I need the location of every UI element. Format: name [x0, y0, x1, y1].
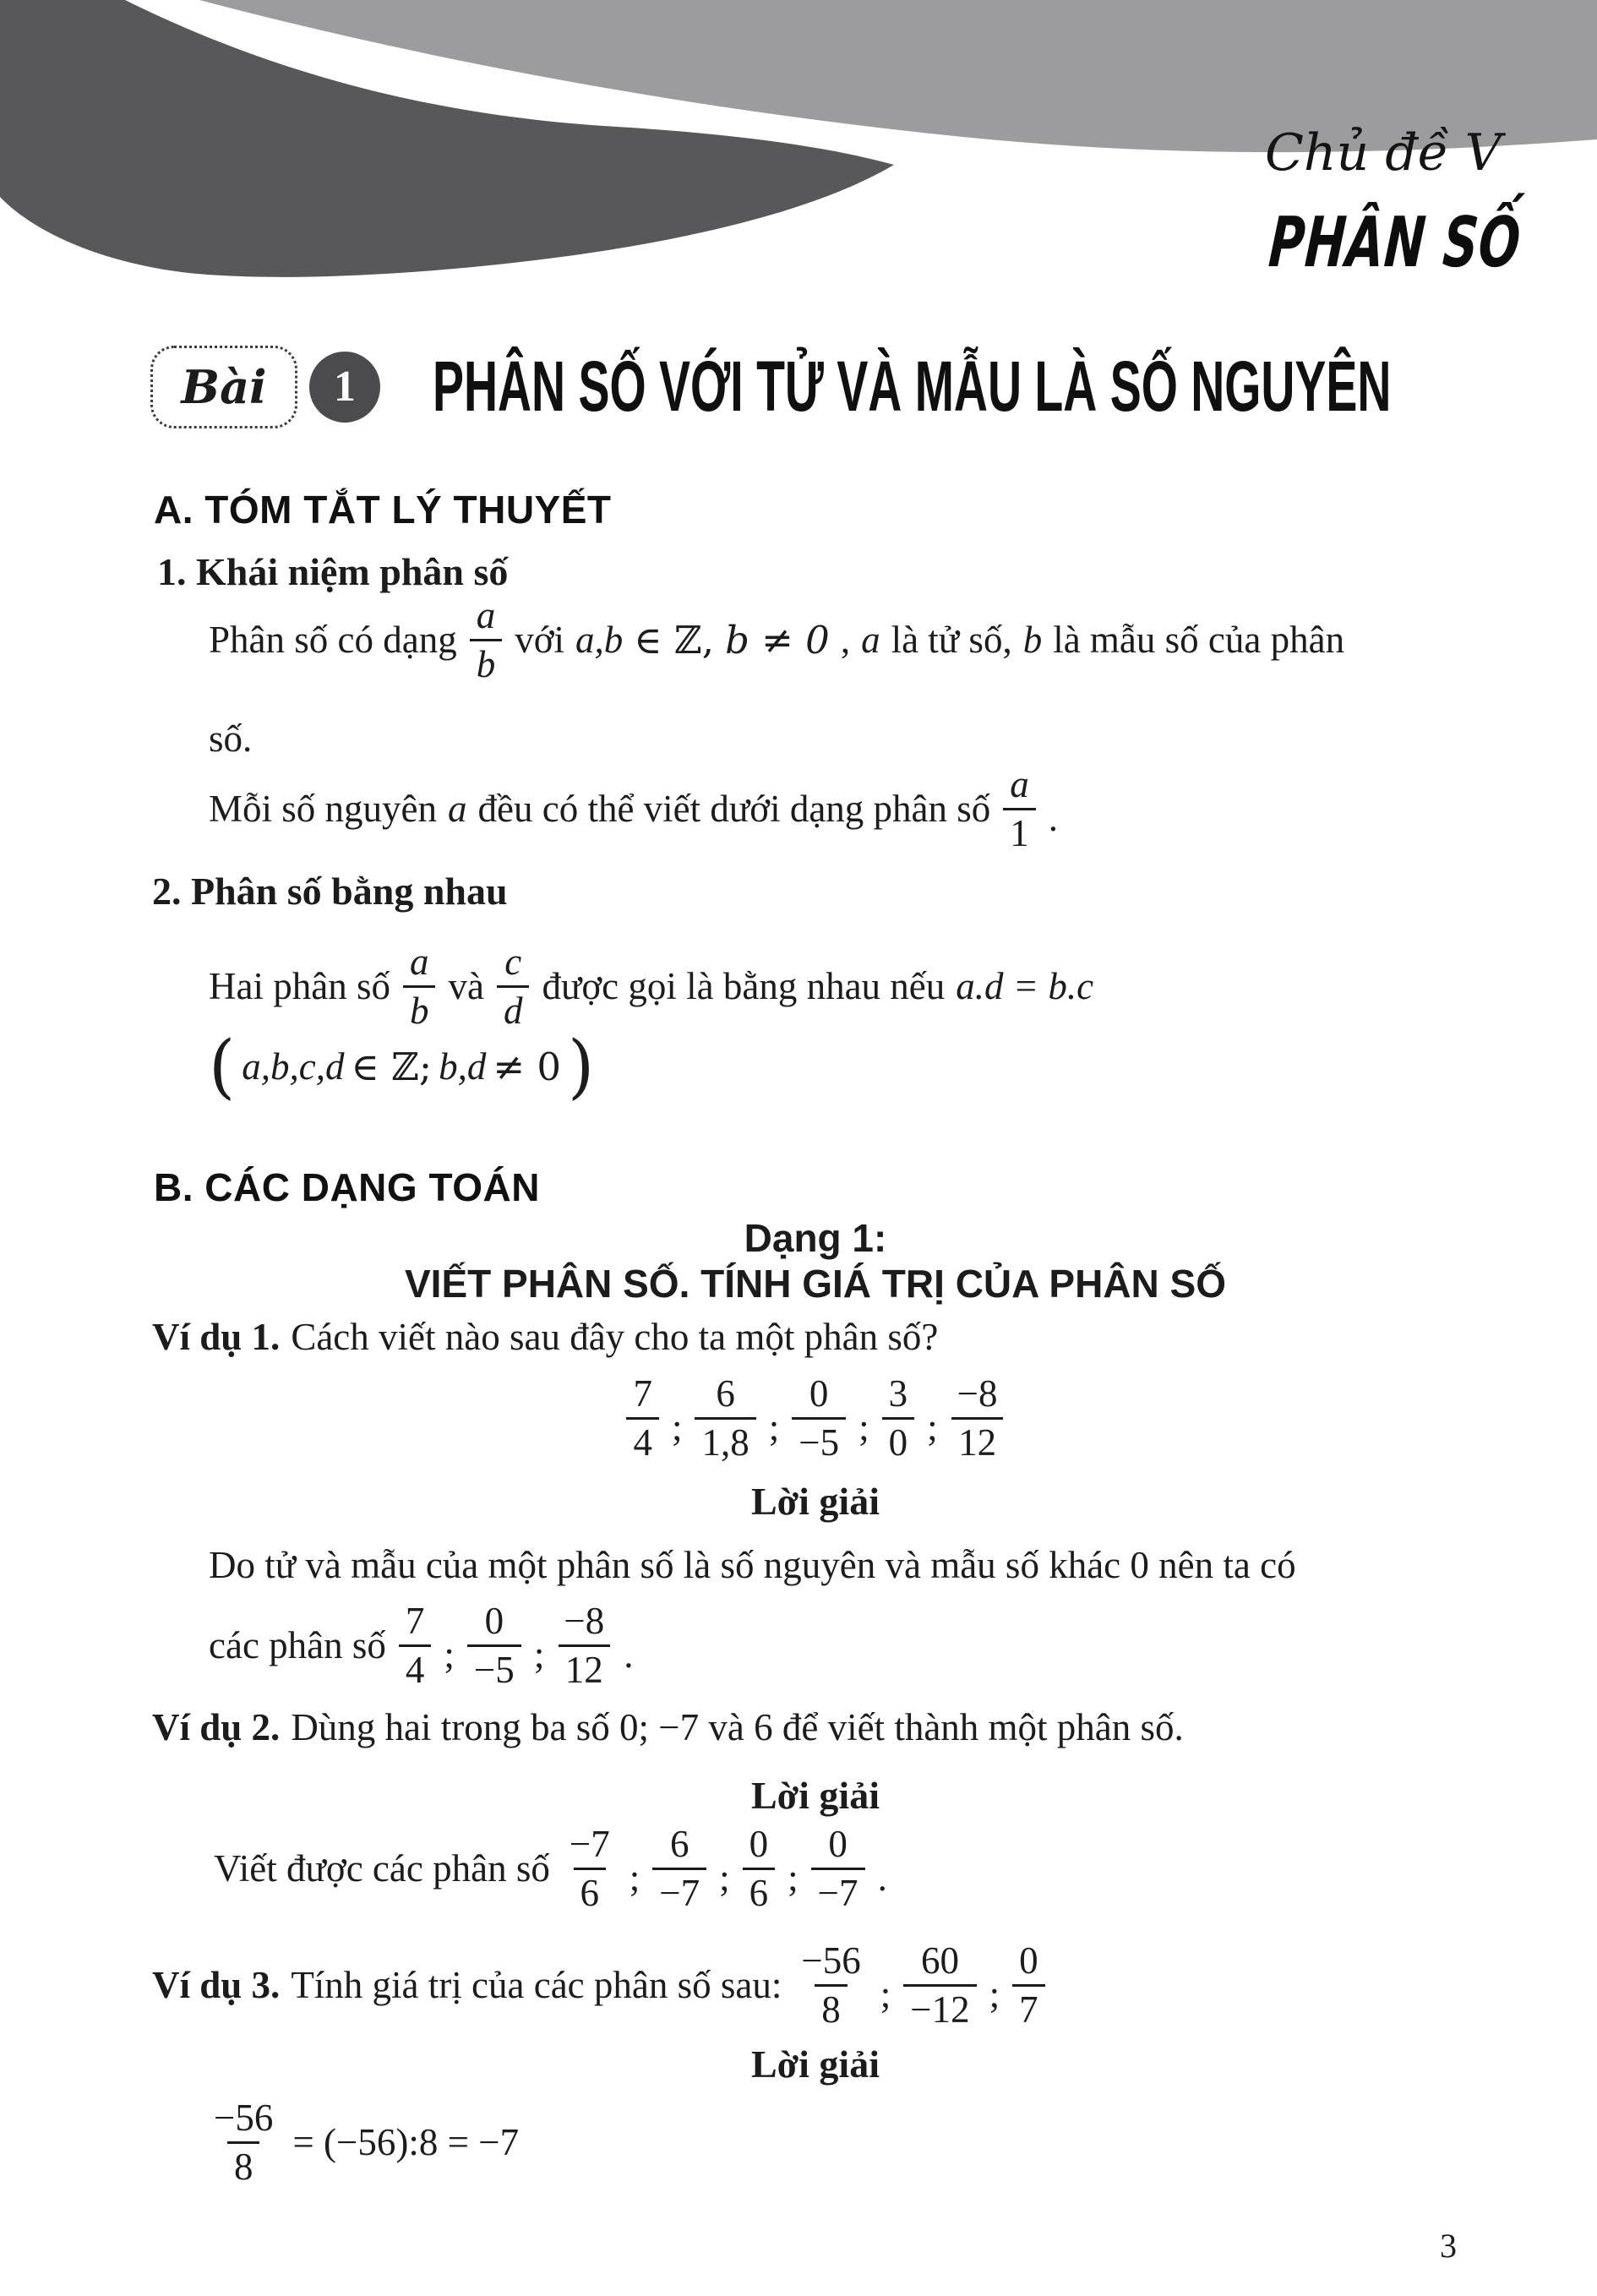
fraction-denominator: 6: [743, 1868, 776, 1914]
solution-label: Lời giải: [751, 2042, 880, 2086]
math-text: a: [861, 619, 880, 661]
fraction: [563, 1824, 617, 1913]
fraction: [794, 1940, 867, 2030]
example-label: Ví dụ 2.: [152, 1706, 281, 1748]
lesson-title: [433, 342, 1597, 431]
fraction-denominator: 4: [626, 1417, 659, 1464]
fraction-denominator: −12: [903, 1984, 976, 2031]
math-text: b,d: [439, 1045, 487, 1088]
fraction: [497, 941, 530, 1031]
fraction-denominator: b: [403, 985, 436, 1032]
close-paren: ): [567, 1025, 595, 1107]
fraction: [467, 1601, 521, 1690]
text: ,: [840, 619, 851, 661]
topic-label: Chủ đề V: [1265, 123, 1502, 183]
fraction-numerator: 7: [405, 1599, 425, 1642]
text: Mỗi số nguyên: [209, 788, 437, 830]
math-text: ∈ ℤ,: [634, 617, 715, 663]
text: Hai phân số: [209, 965, 390, 1007]
text: là mẫu số của phân: [1053, 619, 1345, 661]
section-heading-a: A. TÓM TẮT LÝ THUYẾT: [154, 488, 612, 532]
separator: ;: [533, 1633, 545, 1676]
example-2-solution-fractions: [214, 1820, 887, 1917]
example-label: Ví dụ 1.: [152, 1316, 281, 1358]
fraction-denominator: d: [497, 985, 530, 1032]
separator: ;: [788, 1857, 798, 1899]
section-heading-b: B. CÁC DẠNG TOÁN: [154, 1165, 540, 1209]
fraction: [403, 941, 436, 1031]
fraction: [695, 1373, 755, 1463]
math-text: b: [1022, 619, 1043, 661]
fraction-denominator: 1,8: [695, 1417, 755, 1464]
separator: ;: [629, 1857, 640, 1899]
fraction-denominator: 12: [951, 1417, 1003, 1464]
dang-1-label: Dạng 1:: [744, 1216, 887, 1260]
fraction-denominator: 6: [574, 1868, 607, 1914]
math-text: a,b,c,d: [242, 1045, 345, 1088]
fraction-denominator: 7: [1012, 1984, 1045, 2031]
text: là tử số,: [891, 619, 1012, 661]
text: được gọi là bằng nhau nếu: [542, 965, 946, 1007]
separator: ;: [671, 1406, 683, 1448]
fraction: [207, 2097, 280, 2187]
fraction-numerator: 7: [633, 1372, 652, 1415]
fraction-numerator: 0: [828, 1822, 848, 1865]
text: Dùng hai trong ba số 0; −7 và 6 để viết thành một phân số.: [291, 1706, 1184, 1748]
text: Tính giá trị của các phân số sau:: [291, 1964, 782, 2006]
lesson-title-text: PHÂN SỐ VỚI TỬ VÀ MẪU LÀ SỐ NGUYÊN: [433, 346, 1392, 426]
fraction-denominator: 4: [399, 1644, 432, 1691]
fraction-numerator: 60: [920, 1939, 959, 1982]
fraction-numerator: a: [1010, 762, 1029, 805]
text: Do tử và mẫu của một phân số là số nguyên và mẫu số khác 0 nên ta có: [209, 1544, 1296, 1586]
theory-condition: [209, 1019, 594, 1114]
fraction-denominator: −7: [652, 1868, 706, 1914]
example-3-statement: [152, 1935, 1047, 2035]
topic-title-text: PHÂN SỐ: [1266, 203, 1523, 283]
solution-label: Lời giải: [751, 1480, 880, 1523]
lesson-badge: [150, 346, 297, 428]
example-1-solution-text: [209, 1543, 1296, 1587]
lesson-number-badge: [309, 352, 380, 423]
separator: ;: [719, 1857, 730, 1899]
example-1-solution-fractions: [209, 1597, 633, 1693]
fraction-denominator: −7: [811, 1868, 865, 1914]
text: Cách viết nào sau đây cho ta một phân số?: [291, 1316, 939, 1358]
fraction-numerator: 0: [484, 1599, 504, 1642]
punctuation: .: [624, 1633, 634, 1676]
math-text: = (−56):8 = −7: [292, 2121, 520, 2163]
page-number: 3: [1440, 2227, 1457, 2265]
punctuation: .: [877, 1857, 887, 1899]
topic-title: [1267, 203, 1597, 283]
lesson-header: [150, 342, 1597, 431]
open-paren: (: [209, 1025, 236, 1107]
fraction-denominator: 8: [815, 1984, 848, 2031]
fraction-numerator: −56: [801, 1939, 861, 1982]
fraction: [652, 1824, 706, 1913]
example-3-result: [205, 2092, 519, 2192]
math-text: ∈ ℤ;: [351, 1044, 433, 1089]
fraction-numerator: a: [409, 940, 429, 983]
dang-1-title: VIẾT PHÂN SỐ. TÍNH GIÁ TRỊ CỦA PHÂN SỐ: [404, 1262, 1227, 1306]
subsection-1-heading: 1. Khái niệm phân số: [157, 550, 509, 593]
fraction: [1003, 764, 1036, 854]
fraction: [399, 1601, 432, 1690]
fraction: [626, 1373, 659, 1463]
fraction-numerator: 3: [888, 1372, 908, 1415]
separator: ;: [880, 1973, 891, 2015]
example-label: Ví dụ 3.: [152, 1964, 281, 2006]
math-text: a.d = b.c: [956, 965, 1094, 1007]
fraction-denominator: 12: [559, 1644, 610, 1691]
fraction-numerator: 0: [809, 1372, 829, 1415]
punctuation: .: [1048, 797, 1059, 839]
fraction: [903, 1940, 976, 2030]
separator: ;: [768, 1406, 780, 1448]
fraction-numerator: a: [476, 593, 496, 636]
fraction-numerator: −56: [214, 2096, 274, 2139]
fraction: [743, 1824, 776, 1913]
text: Viết được các phân số: [214, 1847, 550, 1890]
math-text: b ≠ 0: [725, 617, 830, 663]
fraction-numerator: −7: [569, 1822, 610, 1865]
fraction: [882, 1373, 915, 1463]
fraction: [951, 1373, 1005, 1463]
fraction-numerator: c: [504, 940, 522, 983]
example-1-statement: [152, 1315, 938, 1359]
separator: ;: [927, 1406, 938, 1448]
fraction: [470, 595, 503, 684]
separator: ;: [858, 1406, 869, 1448]
fraction-numerator: −8: [564, 1599, 605, 1642]
theory-paragraph-1-continuation: số.: [209, 717, 253, 760]
math-text: a: [448, 788, 467, 830]
fraction-numerator: 6: [716, 1372, 735, 1415]
fraction-numerator: 6: [669, 1822, 689, 1865]
separator: ;: [989, 1973, 1000, 2015]
fraction-denominator: b: [470, 639, 503, 685]
example-2-statement: [152, 1705, 1184, 1749]
example-1-fractions: [80, 1372, 1551, 1464]
text: các phân số: [209, 1624, 386, 1666]
separator: ;: [444, 1633, 455, 1676]
lesson-badge-label: Bài: [181, 359, 267, 414]
fraction-numerator: 0: [749, 1822, 769, 1865]
text: Phân số có dạng: [209, 619, 457, 661]
fraction: [792, 1373, 846, 1463]
math-text: ≠ 0: [493, 1044, 561, 1089]
fraction: [1012, 1940, 1045, 2030]
lesson-number: 1: [334, 363, 356, 411]
fraction-numerator: −8: [957, 1372, 998, 1415]
fraction-numerator: 0: [1019, 1939, 1038, 1982]
text: và: [448, 965, 484, 1007]
fraction-denominator: −5: [467, 1644, 521, 1691]
solution-label: Lời giải: [751, 1774, 880, 1817]
theory-paragraph-1: [209, 590, 1344, 690]
math-text: a,b: [575, 619, 624, 661]
text: với: [515, 619, 565, 661]
fraction-denominator: 0: [882, 1417, 915, 1464]
fraction: [811, 1824, 865, 1913]
fraction-denominator: 1: [1003, 808, 1036, 854]
fraction-denominator: −5: [792, 1417, 846, 1464]
fraction: [557, 1601, 611, 1690]
subsection-2-heading: 2. Phân số bằng nhau: [152, 870, 508, 913]
text: đều có thể viết dưới dạng phân số: [477, 788, 991, 830]
fraction-denominator: 8: [227, 2141, 260, 2188]
theory-paragraph-2: [209, 759, 1058, 859]
